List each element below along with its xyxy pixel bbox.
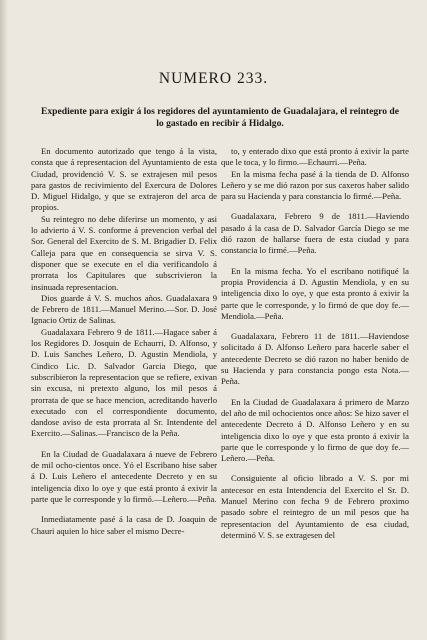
right-paragraph: Guadalaxara, Febrero 9 de 1811.—Haviendo pasado á la casa de D. Salvador García Diego se me dió razon de hallarse fuera de esta ciudad y para constancia lo firmé.—Peña.: [221, 211, 409, 256]
left-text-column: [31, 146, 217, 537]
left-paragraph: Dios guarde á V. S. muchos años. Guadalaxara 9 de Febrero de 1811.—Manuel Merino.—Sor. D. José Ignacio Ortiz de Salinas.: [31, 292, 217, 326]
left-paragraph: Su reintegro no debe diferirse un momento, y asi lo advierto á V. S. conforme á prevencion verbal del Sor. General del Exercito de S. M. Brigadier D. Felix Calleja para que en consequencia se sirva V. S. disponer que se execute en el dia verificandolo á prorrata los Capitulares que subscrivieron la insinuada representacion.: [31, 213, 217, 292]
left-paragraph: Inmediatamente pasé á la casa de D. Joaquin de Chauri aquien lo hice saber el mismo Decre-: [31, 514, 217, 536]
right-paragraph: En la Ciudad de Guadalaxara á primero de Marzo del año de mil ochocientos once años: Se hizo saver el antecedente Decreto á D. Alfonso Leñero y en su inteligencia dixo lo oye y que esta pronto á exivir la parte que le corresponde y lo firmo de que doy fe.—Leñero.—Peña.: [221, 396, 409, 464]
right-paragraph: to, y enterado dixo que está pronto á exivir la parte que le toca, y lo firmo.—Echaurri.—Peña.: [221, 146, 409, 168]
right-paragraph: En la misma fecha. Yo el escribano notifiqué la propia Providencia á D. Agustin Mendiola, y en su inteligencia dixo lo oye, y que esta pronto á exivir la parte que le corresponde, y lo firmó de que doy fe.—Mendiola.—Peña.: [221, 265, 409, 321]
right-text-column: [221, 146, 409, 541]
right-paragraph: Guadalaxara, Febrero 11 de 1811.—Haviendose solicitado á D. Alfonso Leñero para hacerle saber el antecedente Decreto se dió razon no haber benido de su Hacienda y para constancia pongo esta Nota.—Peña.: [221, 331, 409, 387]
right-paragraph: Consiguiente al oficio librado a V. S. por mi antecesor en esta Intendencia del Exercito el Sr. D. Manuel Merino con fecha 9 de Febrero proximo pasado sobre el reintegro de un mil pesos que ha representacion del Ayuntamiento de esa ciudad, determinó V. S. se extragesen del: [221, 473, 409, 540]
right-paragraph: En la misma fecha pasé á la tienda de D. Alfonso Leñero y se me dió razon por sus caxeros haber salido para su Hacienda y para constancia lo firmé.—Peña.: [221, 168, 409, 202]
document-number-heading: NUMERO 233.: [158, 70, 269, 87]
document-title: Expediente para exigir á los regidores del ayuntamiento de Guadalajara, el reintegro de lo gastado en recibir á Hidalgo.: [40, 106, 400, 129]
left-paragraph: En la Ciudad de Guadalaxara á nueve de Febrero de mil ocho-cientos once. Yó el Escribano hise saber á D. Luis Leñero el antecedente Decreto y en su inteligencia dixo lo oye y que está pronto á exivir la parte que le corresponde y lo firmó.—Leñero.—Peña.: [31, 448, 217, 504]
left-paragraph: En documento autorizado que tengo á la vista, consta que á representacion del Ayuntamiento de esta Ciudad, providenció V. S. se extrajesen mil pesos para gastos de recivimiento del Exercura de Dolores D. Miguel Hidalgo, y que se extrajeron del arca de propios.: [31, 146, 217, 213]
left-paragraph: Guadalaxara Febrero 9 de 1811.—Hagace saber á los Regidores D. Josquin de Echaurri, D. Alfonso, y D. Luis Sanches Leñero, D. Agustin Mendiola, y Cindico Lic. D. Salvador Garcia Diego, que subscribieron la representacion que se refiere, exivan sin excusa, ni pretexto alguno, los mil pesos á prorrata de que se hace mencion, acreditando haverlo executado con el correspondiente documento, dandose aviso de esta prorrata al Sr. Intendente del Exercito.—Salinas.—Francisco de la Peña.: [31, 326, 217, 439]
